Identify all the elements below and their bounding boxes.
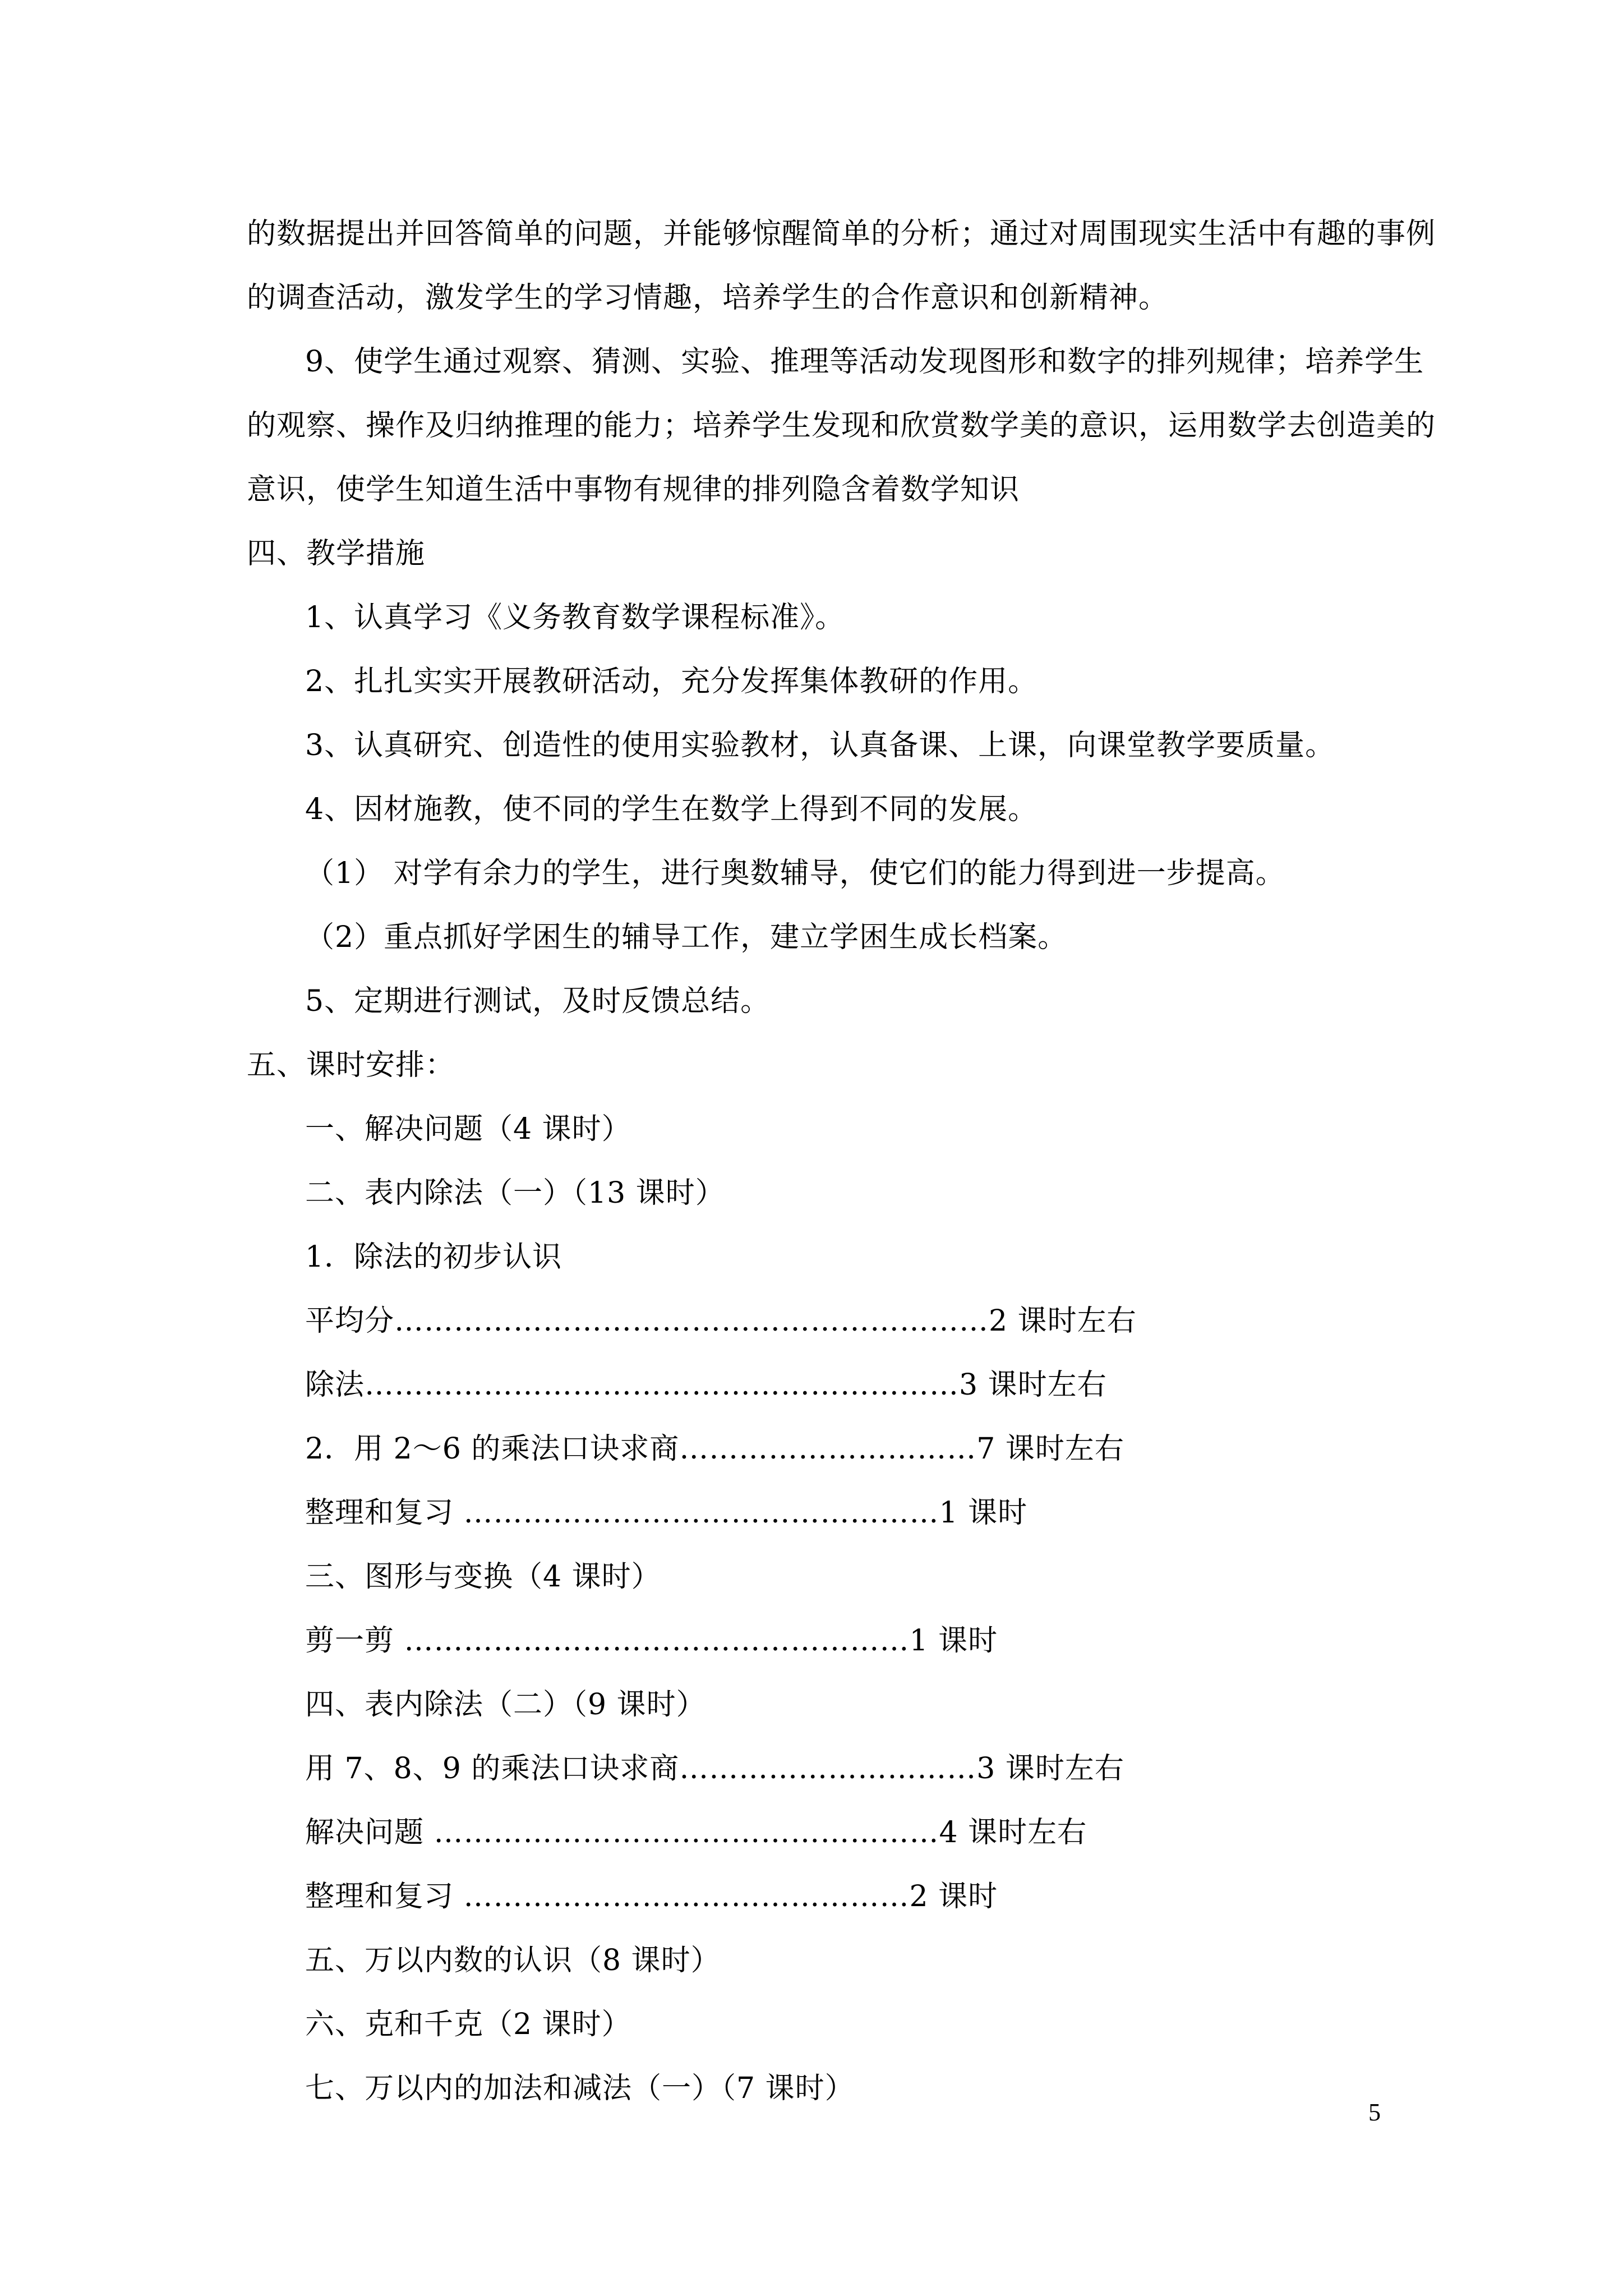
text-line: 4、因材施教，使不同的学生在数学上得到不同的发展。 — [305, 793, 1038, 826]
schedule-item: 二、表内除法（一）（13 课时） — [305, 1176, 725, 1210]
schedule-item: 除法……………………………………………………3 课时左右 — [305, 1368, 1107, 1402]
schedule-item: 五、万以内数的认识（8 课时） — [305, 1944, 721, 1977]
schedule-item: 七、万以内的加法和减法（一）（7 课时） — [305, 2072, 855, 2105]
text-line: （2）重点抓好学困生的辅导工作，建立学困生成长档案。 — [305, 921, 1068, 954]
text-line: （1） 对学有余力的学生，进行奥数辅导，使它们的能力得到进一步提高。 — [305, 857, 1285, 890]
schedule-item: 六、克和千克（2 课时） — [305, 2008, 631, 2041]
text-line: 意识，使学生知道生活中事物有规律的排列隐含着数学知识 — [247, 473, 1020, 507]
page-number: 5 — [1368, 2099, 1381, 2126]
schedule-item: 1．除法的初步认识 — [305, 1240, 562, 1274]
schedule-item: 解决问题 ……………………………………………4 课时左右 — [305, 1816, 1087, 1849]
section-heading: 五、课时安排： — [247, 1048, 455, 1082]
schedule-item: 用 7、8、9 的乘法口诀求商…………………………3 课时左右 — [305, 1752, 1124, 1786]
text-line: 的观察、操作及归纳推理的能力；培养学生发现和欣赏数学美的意识，运用数学去创造美的 — [247, 409, 1436, 443]
text-line: 5、定期进行测试，及时反馈总结。 — [305, 984, 771, 1018]
schedule-item: 一、解决问题（4 课时） — [305, 1112, 631, 1146]
text-line: 的数据提出并回答简单的问题，并能够惊醒简单的分析；通过对周围现实生活中有趣的事例 — [247, 217, 1436, 251]
text-line: 3、认真研究、创造性的使用实验教材，认真备课、上课，向课堂教学要质量。 — [305, 729, 1335, 762]
section-heading: 四、教学措施 — [247, 537, 426, 570]
schedule-item: 四、表内除法（二）（9 课时） — [305, 1688, 706, 1722]
schedule-item: 剪一剪 ……………………………………………1 课时 — [305, 1624, 998, 1658]
schedule-item: 三、图形与变换（4 课时） — [305, 1560, 661, 1594]
schedule-item: 整理和复习 ………………………………………2 课时 — [305, 1880, 998, 1913]
body-text — [247, 202, 1436, 2120]
text-line: 1、认真学习《义务教育数学课程标准》。 — [305, 601, 845, 634]
text-line: 9、使学生通过观察、猜测、实验、推理等活动发现图形和数字的排列规律；培养学生 — [305, 345, 1424, 379]
schedule-item: 整理和复习 …………………………………………1 课时 — [305, 1496, 1028, 1530]
text-line: 的调查活动，激发学生的学习情趣，培养学生的合作意识和创新精神。 — [247, 281, 1169, 315]
schedule-item: 2．用 2～6 的乘法口诀求商…………………………7 课时左右 — [305, 1432, 1124, 1466]
text-line: 2、扎扎实实开展教研活动，充分发挥集体教研的作用。 — [305, 665, 1038, 698]
schedule-item: 平均分……………………………………………………2 课时左右 — [305, 1304, 1137, 1338]
